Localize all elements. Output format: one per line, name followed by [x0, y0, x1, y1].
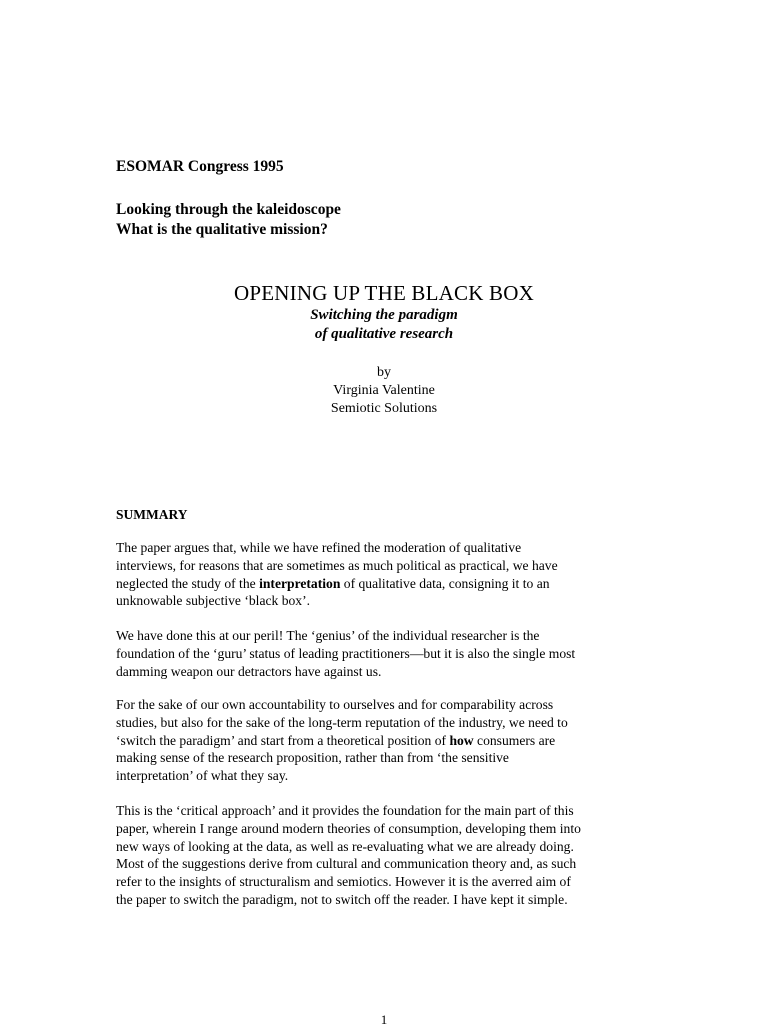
- page-number: 1: [380, 1012, 388, 1027]
- byline-by: by: [377, 365, 391, 380]
- text-run: ‘switch the paradigm’ and start from a theoretical position of: [116, 732, 450, 748]
- paragraph-line: foundation of the ‘guru’ status of leading practitioners—but it is also the single most: [116, 645, 576, 661]
- emphasis-how: how: [449, 732, 474, 748]
- paper-subtitle: [0, 306, 768, 344]
- summary-paragraph-3: [116, 696, 656, 785]
- paragraph-line: We have done this at our peril! The ‘genius’ of the individual researcher is the: [116, 628, 540, 643]
- text-run: neglected the study of the: [116, 575, 260, 591]
- paragraph-line: damming weapon our detractors have against us.: [116, 663, 382, 679]
- paragraph-line: interviews, for reasons that are sometimes as much political as practical, we have: [116, 557, 558, 573]
- paragraph-line: new ways of looking at the data, as well as re-evaluating what we are already doing.: [116, 838, 574, 854]
- paragraph-line: [116, 575, 656, 593]
- paragraph-line: This is the ‘critical approach’ and it provides the foundation for the main part of this: [116, 803, 574, 818]
- summary-paragraph-4: [116, 802, 656, 909]
- subtitle-line-2: of qualitative research: [314, 326, 454, 342]
- paragraph-line: For the sake of our own accountability to ourselves and for comparability across: [116, 697, 554, 712]
- paper-title: OPENING UP THE BLACK BOX: [234, 281, 534, 305]
- paragraph-line: [116, 732, 656, 750]
- paragraph-line: the paper to switch the paradigm, not to switch off the reader. I have kept it simple.: [116, 891, 568, 907]
- subtitle-line-1: Switching the paradigm: [310, 307, 458, 323]
- byline: [0, 364, 768, 418]
- text-run: consumers are: [473, 732, 556, 748]
- congress-theme: [116, 200, 341, 240]
- summary-heading: SUMMARY: [116, 507, 188, 522]
- paragraph-line: studies, but also for the sake of the long-term reputation of the industry, we need to: [116, 714, 568, 730]
- paragraph-line: making sense of the research proposition, rather than from ‘the sensitive: [116, 750, 509, 766]
- author-organization: Semiotic Solutions: [330, 401, 438, 416]
- emphasis-interpretation: interpretation: [259, 575, 341, 591]
- title-block: [0, 280, 768, 418]
- paragraph-line: The paper argues that, while we have refined the moderation of qualitative: [116, 540, 522, 555]
- paragraph-line: paper, wherein I range around modern theories of consumption, developing them into: [116, 820, 581, 836]
- theme-line-2: What is the qualitative mission?: [116, 221, 328, 238]
- conference-heading: ESOMAR Congress 1995: [116, 158, 284, 175]
- summary-paragraph-1: [116, 539, 656, 610]
- theme-line-1: Looking through the kaleidoscope: [116, 201, 341, 218]
- summary-paragraph-2: [116, 627, 656, 680]
- author-name: Virginia Valentine: [333, 383, 435, 398]
- paragraph-line: unknowable subjective ‘black box’.: [116, 593, 311, 609]
- text-run: of qualitative data, consigning it to an: [340, 575, 550, 591]
- paragraph-line: interpretation’ of what they say.: [116, 768, 289, 784]
- paragraph-line: Most of the suggestions derive from cultural and communication theory and, as such: [116, 856, 577, 872]
- paragraph-line: refer to the insights of structuralism and semiotics. However it is the averred aim of: [116, 874, 571, 890]
